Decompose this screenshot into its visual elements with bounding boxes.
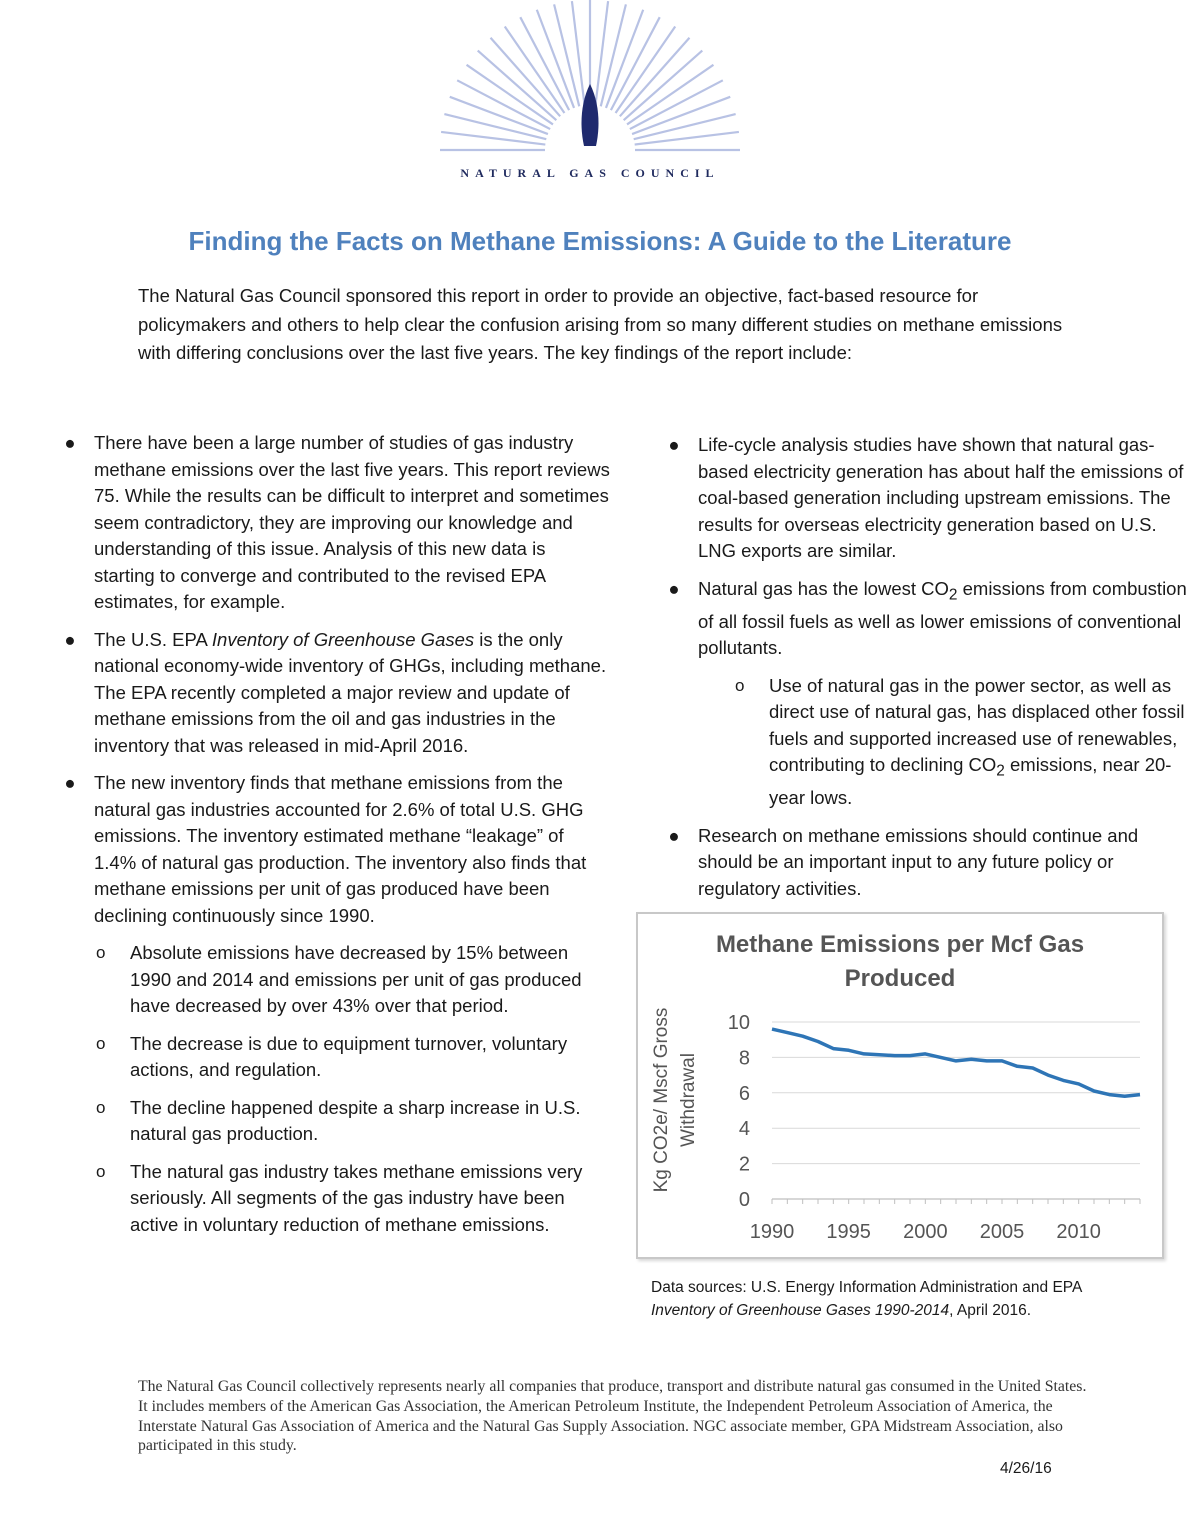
x-tick-label: 2000 [903, 1221, 948, 1243]
sub-list-item [96, 1159, 610, 1239]
inventory-title: Inventory of Greenhouse Gases [211, 628, 475, 650]
sources-inventory-title: Inventory of Greenhouse Gases 1990-2014 [651, 1302, 950, 1319]
list-item [60, 430, 610, 616]
sub-list-item [96, 1031, 610, 1084]
finding-text: The new inventory finds that methane emissions from the natural gas industries accounted for 2.6% of total U.S. GHG emissions. The inventory estimated methane “leakage” of 1.4% of natural gas production. The inventory also finds that methane emissions per unit of gas produced have been declining continuously since 1990. [94, 772, 587, 926]
finding-text: is the only national economy-wide inventory of GHGs, including methane. The EPA recently completed a major review and update of methane emissions from the oil and gas industries in the inventory that was released in mid-April 2016. [94, 628, 607, 756]
x-tick-label: 2005 [979, 1221, 1025, 1243]
document-date: 4/26/16 [1000, 1460, 1052, 1477]
list-item [60, 770, 610, 929]
bullet-icon: ● [64, 628, 76, 650]
circle-bullet-icon: o [96, 1161, 106, 1181]
subscript: 2 [948, 586, 958, 604]
left-findings-column [60, 430, 610, 1249]
list-item [664, 432, 1189, 565]
finding-text: Research on methane emissions should continue and should be an important input to any future policy or regulatory activities. [698, 824, 1139, 899]
subscript: 2 [996, 762, 1005, 780]
bullet-icon: ● [668, 434, 680, 455]
intro-paragraph: The Natural Gas Council sponsored this report in order to provide an objective, fact-based resource for policymakers and others to help clear the confusion arising from so many different studies on methane emissions with differing conclusions over the last five years. The key findings of the report include: [138, 285, 1063, 363]
list-item [664, 823, 1189, 903]
y-tick-label: 2 [738, 1153, 750, 1176]
data-sources [651, 1276, 1171, 1322]
finding-text: emissions, near 20-year lows. [769, 754, 1172, 809]
series-line [772, 1029, 1140, 1096]
circle-bullet-icon: o [735, 675, 745, 695]
finding-text: emissions from combustion of all fossil fuels as well as lower emissions of conventional pollutants. [698, 577, 1187, 659]
y-tick-label: 0 [738, 1189, 750, 1211]
footer-note: The Natural Gas Council collectively represents nearly all companies that produce, transport and distribute natural gas consumed in the United States. It includes members of the American Gas Association, the American Petroleum Institute, the Independent Petroleum Association of America, the Interstate Natural Gas Association of America and the Natural Gas Supply Association. NGC associate member, GPA Midstream Association, also participated in this study. [138, 1378, 1087, 1455]
x-tick-label: 1995 [826, 1221, 871, 1243]
finding-text: The U.S. EPA [94, 628, 212, 650]
circle-bullet-icon: o [96, 943, 106, 962]
sub-list-item [96, 940, 610, 1020]
list-item [664, 576, 1189, 662]
natural-gas-council-logo [420, 0, 760, 190]
finding-text: Use of natural gas in the power sector, as well as direct use of natural gas, has displaced other fossil fuels and supported increased use of renewables, contributing to declining CO [769, 674, 1185, 776]
bullet-icon: ● [64, 772, 76, 793]
y-tick-label: 8 [738, 1047, 750, 1070]
y-tick-label: 10 [727, 1012, 750, 1034]
methane-chart [636, 912, 1164, 1259]
right-findings-column [664, 432, 1189, 913]
y-tick-label: 4 [738, 1118, 750, 1141]
finding-text: The decline happened despite a sharp increase in U.S. natural gas production. [130, 1096, 581, 1144]
sub-list-item [96, 1095, 610, 1148]
y-tick-label: 6 [738, 1082, 750, 1105]
bullet-icon: ● [668, 577, 680, 599]
finding-text: The natural gas industry takes methane emissions very seriously. All segments of the gas industry have been active in voluntary reduction of methane emissions. [130, 1160, 583, 1235]
bullet-icon: ● [64, 432, 76, 453]
x-tick-label: 1990 [749, 1221, 795, 1243]
chart-title: Methane Emissions per Mcf Gas Produced [715, 931, 1085, 992]
sunburst-flame-icon [420, 0, 760, 165]
circle-bullet-icon: o [96, 1097, 106, 1117]
x-tick-label: 2010 [1056, 1221, 1101, 1243]
circle-bullet-icon: o [96, 1033, 106, 1053]
finding-text: Natural gas has the lowest CO [698, 577, 949, 599]
sub-list-item [735, 673, 1189, 812]
finding-text: There have been a large number of studies of gas industry methane emissions over the last five years. This report reviews 75. While the results can be difficult to interpret and sometimes seem contradictory, they are improving our knowledge and understanding of this issue. Analysis of this new data is starting to converge and contributed to the revised EPA estimates, for example. [94, 432, 610, 612]
logo-org-name: NATURAL GAS COUNCIL [460, 166, 720, 180]
logo-ray [572, 1, 585, 105]
finding-text: The decrease is due to equipment turnover, voluntary actions, and regulation. [130, 1032, 568, 1080]
chart-y-axis-label: Kg CO2e/ Mscf Gross Withdrawal [651, 1007, 699, 1193]
finding-text: Absolute emissions have decreased by 15% between 1990 and 2014 and emissions per unit of gas produced have decreased by over 43% over that period. [130, 942, 582, 1016]
logo-ray [441, 132, 545, 145]
finding-text: Life-cycle analysis studies have shown that natural gas-based electricity generation has about half the emissions of coal-based generation including upstream emissions. The results for overseas electricity generation based on U.S. LNG exports are similar. [698, 434, 1184, 561]
page-title: Finding the Facts on Methane Emissions: A Guide to the Literature [188, 226, 1012, 256]
list-item [60, 627, 610, 760]
sources-line: , April 2016. [949, 1302, 1031, 1319]
sources-line: Data sources: U.S. Energy Information Administration and EPA [651, 1279, 1083, 1296]
bullet-icon: ● [668, 824, 680, 846]
logo-ray [595, 1, 608, 105]
logo-ray [635, 132, 739, 145]
